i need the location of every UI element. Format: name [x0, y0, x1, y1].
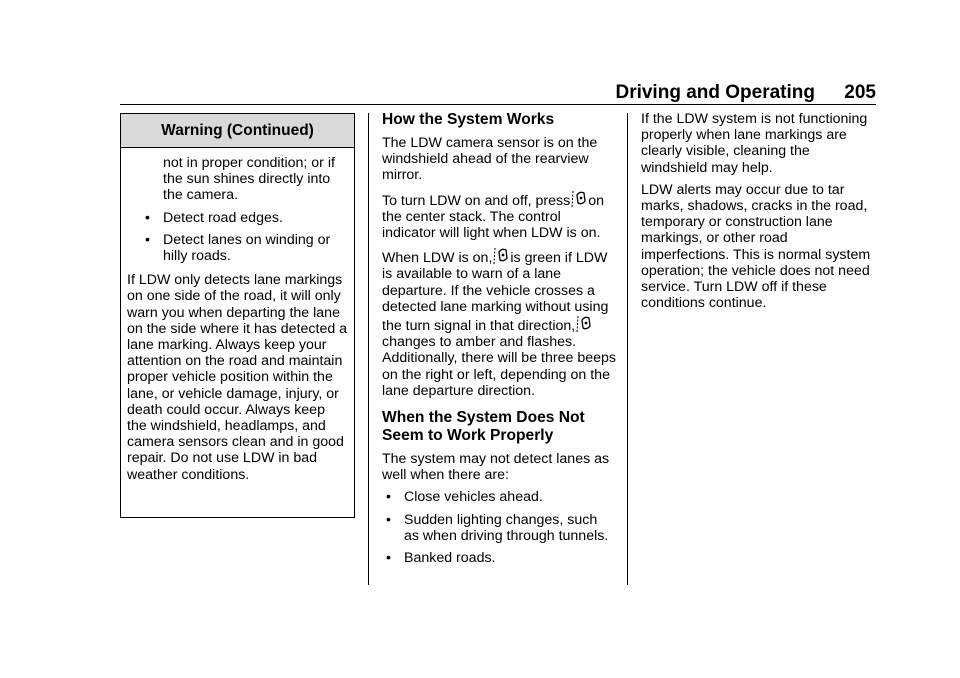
right-column	[641, 111, 876, 317]
section-title: Driving and Operating	[615, 82, 815, 103]
warning-bullet-text: Detect road edges.	[163, 209, 283, 226]
bullet-dot: •	[386, 511, 391, 528]
header-rule	[120, 104, 876, 105]
how-it-works-paragraph-2	[382, 190, 616, 242]
p3-text-mid: is green if LDW is available to warn of a lane departure. If the vehicle crosses a detected lane marking without using the turn signal in that direction,	[382, 250, 609, 335]
p3-text-before: When LDW is on,	[382, 250, 493, 267]
list-item-text: Sudden lighting changes, such as when driving through tunnels.	[404, 511, 609, 544]
page-number: 205	[844, 82, 876, 103]
bullet-dot: •	[145, 231, 150, 248]
bullet-dot: •	[386, 489, 391, 506]
section-heading-not-working: When the System Does Not Seem to Work Properly	[382, 409, 585, 445]
p3-text-after: changes to amber and flashes. Additionally, there will be three beeps on the right or left, depending on the lane departure direction.	[382, 334, 616, 399]
warning-continued-text: not in proper condition; or if the sun shines directly into the camera.	[163, 155, 335, 204]
list-item	[382, 512, 616, 544]
bullet-dot: •	[145, 209, 150, 226]
right-paragraph-1: If the LDW system is not functioning properly when lane markings are clearly visible, cleaning the windshield may help.	[641, 111, 868, 176]
bullet-dot: •	[386, 550, 391, 567]
p2-text-after: on the center stack. The control indicator will light when LDW is on.	[382, 192, 604, 242]
column-divider-left	[368, 113, 369, 585]
list-item	[382, 550, 616, 566]
warning-bullet	[127, 210, 348, 226]
middle-column	[382, 111, 616, 572]
how-it-works-paragraph-3	[382, 247, 616, 399]
warning-bullet	[127, 232, 348, 264]
warning-box	[120, 113, 355, 518]
list-item-text: Close vehicles ahead.	[404, 489, 543, 506]
warning-paragraph: If LDW only detects lane markings on one side of the road, it will only warn you when departing the lane on the side where it has detected a lane marking. Always keep your attention on the road and maintain proper vehicle position within the lane, or vehicle damage, injury, or death could occur. Always keep the windshield, headlamps, and camera sensors clean and in good repair. Do not use LDW in bad weather conditions.	[127, 272, 348, 483]
lane-departure-warning-icon	[576, 315, 592, 333]
how-it-works-paragraph-1: The LDW camera sensor is on the windshield ahead of the rearview mirror.	[382, 135, 598, 184]
right-paragraph-2: LDW alerts may occur due to tar marks, shadows, cracks in the road, temporary or construction lane markings, or other road imperfections. This is normal system operation; the vehicle does not need service. Turn LDW off if these conditions continue.	[641, 181, 871, 312]
column-divider-right	[627, 113, 628, 585]
list-item	[382, 489, 616, 505]
lane-departure-warning-icon	[571, 190, 587, 208]
warning-title: Warning (Continued)	[121, 114, 354, 148]
list-item-text: Banked roads.	[404, 550, 496, 567]
warning-bullet-text: Detect lanes on winding or hilly roads.	[163, 231, 331, 265]
not-working-intro: The system may not detect lanes as well when there are:	[382, 451, 610, 484]
lane-departure-warning-icon	[493, 247, 509, 265]
warning-body	[121, 148, 354, 483]
p2-text-before: To turn LDW on and off, press	[382, 192, 571, 209]
section-heading-how-it-works: How the System Works	[382, 111, 555, 128]
